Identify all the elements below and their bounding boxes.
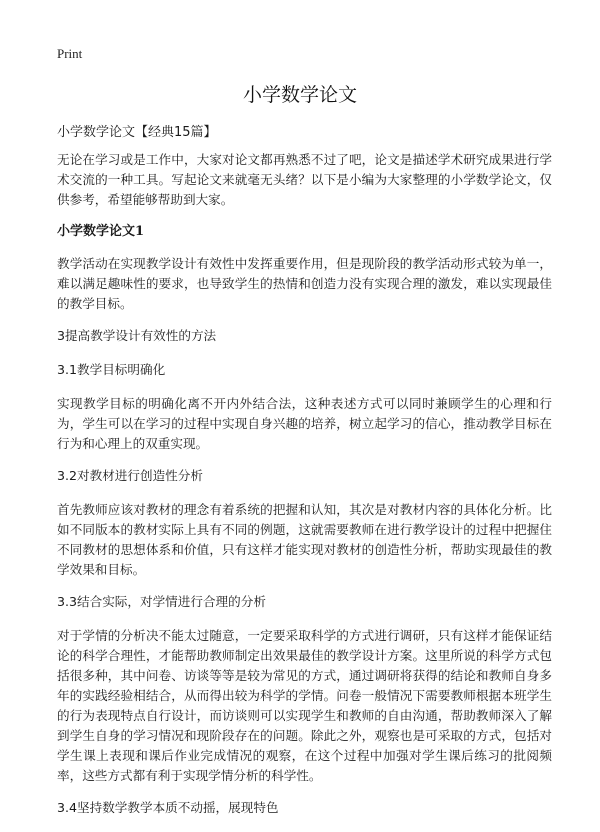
section-title: 小学数学论文1 [57,224,145,239]
intro-paragraph: 无论在学习或是工作中，大家对论文都再熟悉不过了吧，论文是描述学术研究成果进行学术交流的一种工具。写起论文来就毫无头绪？以下是小编为大家整理的小学数学论文，仅供参考，希望能够帮助到大家。 [57,152,552,207]
paragraph: 对于学情的分析决不能太过随意，一定要采取科学的方式进行调研，只有这样才能保证结论的科学合理性，才能帮助教师制定出效果最佳的教学设计方案。这里所说的科学方式包括很多种，其中问卷、访谈等等是较为常见的方式，通过调研将获得的结论和教师自身多年的实践经验相结合，从而得出较为科学的学情。问卷一般情况下需要教师根据本班学生的行为表现特点自行设计，而访谈则可以实现学生和教师的自由沟通，帮助教师深入了解到学生自身的学习情况和现阶段存在的问题。除此之外，观察也是可采取的方式，包括对学生课上表现和课后作业完成情况的观察，在这个过程中加强对学生课后练习的批阅频率，这些方式都有利于实现学情分析的科学性。 [57,628,552,783]
heading-3: 3提高教学设计有效性的方法 [57,328,217,343]
paragraph: 首先教师应该对教材的理念有着系统的把握和认知，其次是对教材内容的具体化分析。比如不同版本的教材实际上具有不同的例题，这就需要教师在进行教学设计的过程中把握住不同教材的思想体系和价值，只有这样才能实现对教材的创造性分析，帮助实现最佳的教学效果和目标。 [57,502,552,577]
heading-3-2: 3.2对教材进行创造性分析 [57,468,203,483]
page-title: 小学数学论文 [242,84,357,106]
paragraph: 教学活动在实现教学设计有效性中发挥重要作用，但是现阶段的教学活动形式较为单一，难以满足趣味性的要求，也导致学生的热情和创造力没有实现合理的激发，难以实现最佳的教学目标。 [57,256,552,311]
heading-3-4: 3.4坚持数学教学本质不动摇，展现特色 [57,800,279,815]
paragraph: 实现教学目标的明确化离不开内外结合法，这种表述方式可以同时兼顾学生的心理和行为，学生可以在学习的过程中实现自身兴趣的培养，树立起学习的信心，推动教学目标在行为和心理上的双重实现。 [57,396,552,451]
article-body [57,150,552,832]
document-subtitle: 小学数学论文【经典15篇】 [57,125,217,140]
print-link[interactable]: Print [57,46,83,61]
heading-3-3: 3.3结合实际，对学情进行合理的分析 [57,594,266,609]
heading-3-1: 3.1教学目标明确化 [57,362,166,377]
